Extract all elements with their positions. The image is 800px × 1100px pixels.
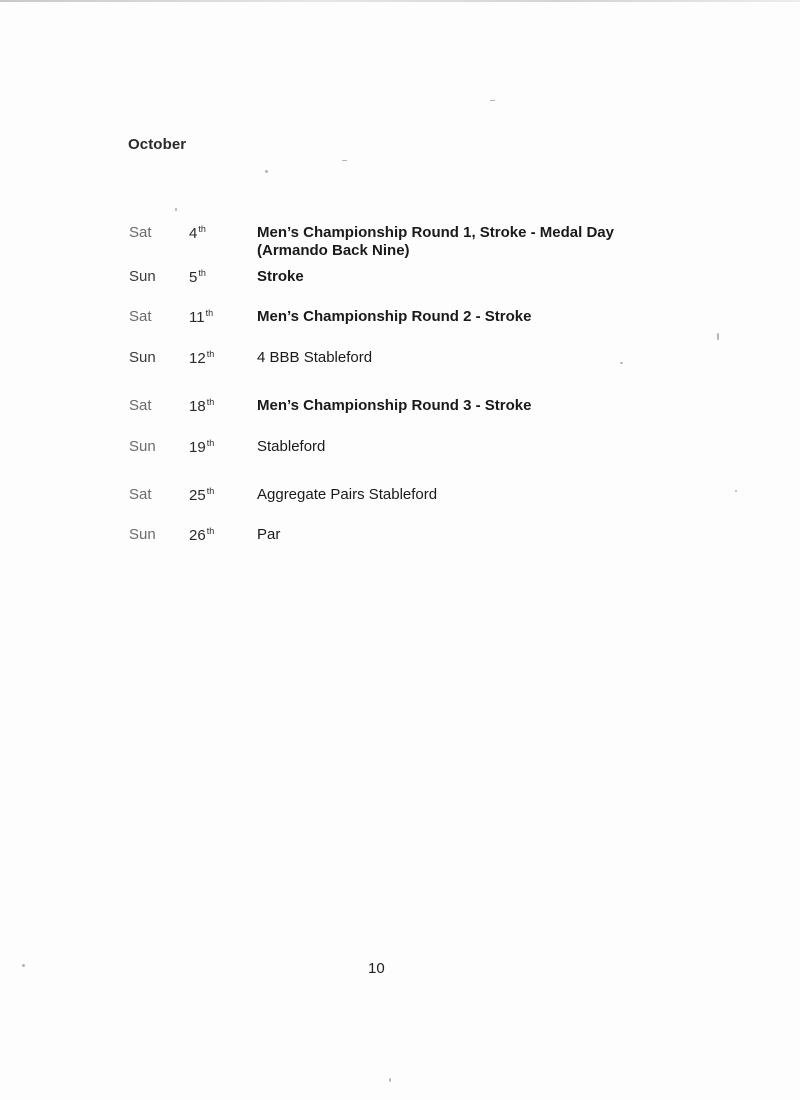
day-label: Sun xyxy=(129,438,156,455)
day-label: Sun xyxy=(129,268,156,285)
scan-speck xyxy=(717,333,719,340)
day-label: Sat xyxy=(129,224,152,241)
event-description: Stroke xyxy=(257,268,304,285)
date-label: 5th xyxy=(189,268,206,286)
date-label: 11th xyxy=(189,308,214,326)
day-label: Sat xyxy=(129,308,152,325)
scan-speck xyxy=(620,362,623,364)
event-description: Stableford xyxy=(257,438,326,455)
scan-speck xyxy=(342,160,347,161)
scan-speck xyxy=(735,490,737,492)
event-description: Par xyxy=(257,526,281,543)
scan-edge xyxy=(0,0,800,2)
event-description: Men’s Championship Round 3 - Stroke xyxy=(257,397,532,414)
event-description: Men’s Championship Round 2 - Stroke xyxy=(257,308,532,325)
scan-speck xyxy=(265,170,268,173)
scan-speck xyxy=(175,208,177,211)
scan-speck xyxy=(490,100,495,101)
date-label: 26th xyxy=(189,526,215,544)
date-label: 25th xyxy=(189,486,215,504)
day-label: Sun xyxy=(129,349,156,366)
page-number: 10 xyxy=(368,960,385,977)
event-description: 4 BBB Stableford xyxy=(257,349,373,366)
date-label: 12th xyxy=(189,349,215,367)
date-label: 18th xyxy=(189,397,215,415)
date-label: 19th xyxy=(189,438,215,456)
month-heading: October xyxy=(128,136,187,153)
date-label: 4th xyxy=(189,224,206,242)
day-label: Sun xyxy=(129,526,156,543)
scan-speck xyxy=(22,964,25,967)
event-description: Men’s Championship Round 1, Stroke - Medal Day (Armando Back Nine) xyxy=(257,224,614,259)
day-label: Sat xyxy=(129,397,152,414)
scan-speck xyxy=(389,1078,391,1082)
day-label: Sat xyxy=(129,486,152,503)
event-description: Aggregate Pairs Stableford xyxy=(257,486,438,503)
